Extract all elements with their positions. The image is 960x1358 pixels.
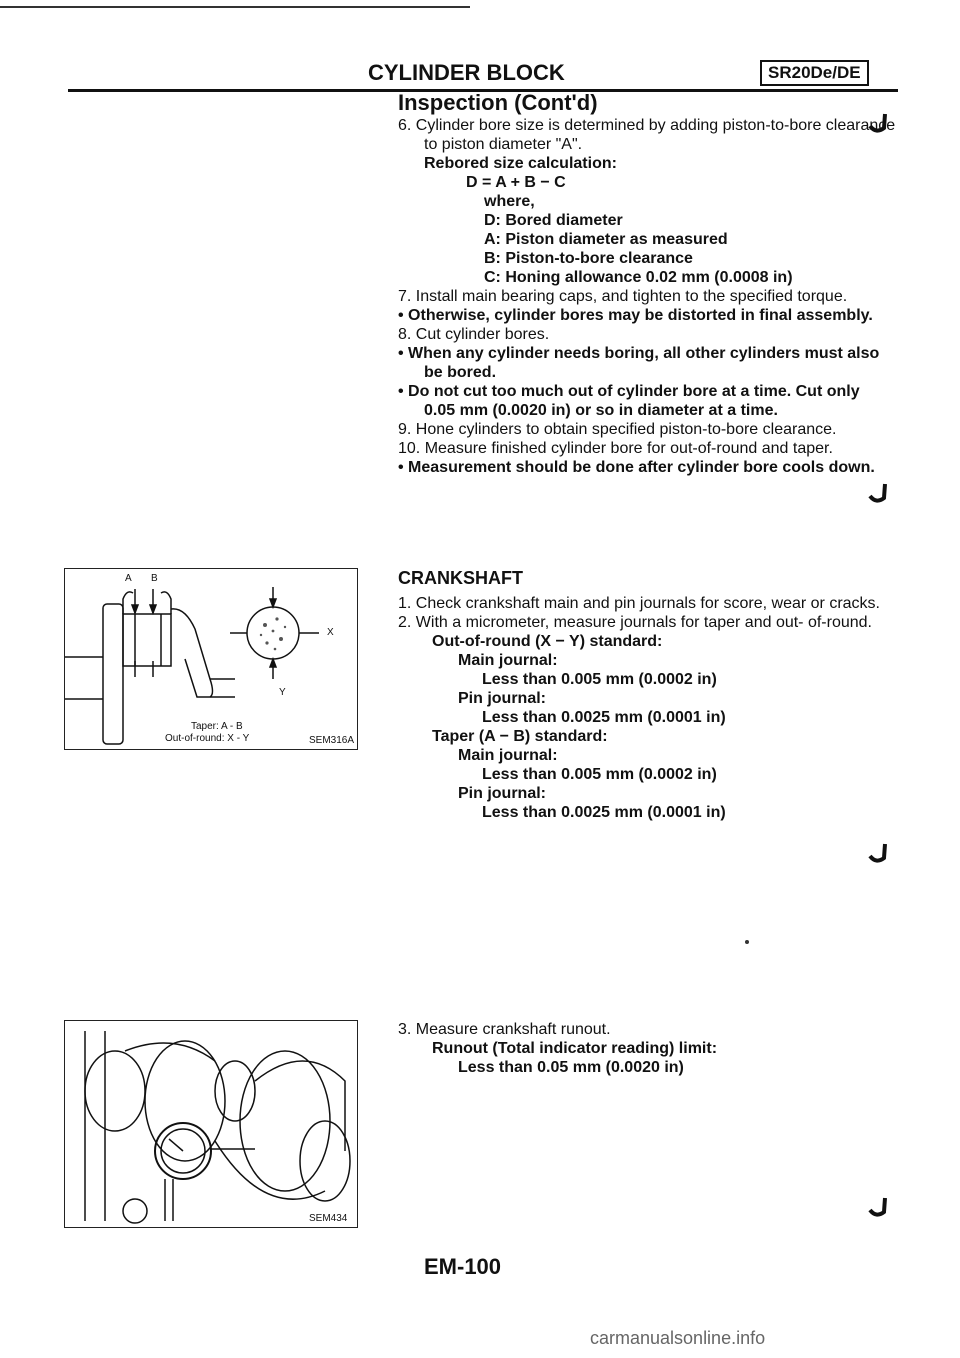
crank-step-3: 3. Measure crankshaft runout. (398, 1021, 611, 1038)
crank-step-2: 2. With a micrometer, measure journals for taper and out- of-round. (398, 614, 872, 631)
step-6: 6. Cylinder bore size is determined by adding piston-to-bore clearance to piston diameter "A". (398, 117, 896, 153)
taper-main-label: Main journal: (458, 747, 558, 764)
figure-journal-measurement (64, 568, 358, 750)
check-mark-icon (868, 482, 890, 504)
formula-c: C: Honing allowance 0.02 mm (0.0008 in) (484, 269, 793, 286)
check-mark-icon (868, 112, 890, 134)
figure-code: SEM316A (309, 735, 355, 746)
formula-b: B: Piston-to-bore clearance (484, 250, 693, 267)
oor-pin-label: Pin journal: (458, 690, 546, 707)
runout-step (398, 1020, 888, 1077)
caption-out-of-round: Out-of-round: X - Y (165, 733, 250, 744)
model-badge: SR20De/DE (760, 60, 869, 86)
crankshaft-steps (398, 594, 888, 822)
crank-step-1: 1. Check crankshaft main and pin journals for score, wear or cracks. (398, 595, 880, 612)
step-7: 7. Install main bearing caps, and tighten to the specified torque. (398, 288, 848, 305)
inspection-steps (398, 116, 896, 477)
taper-pin-value: Less than 0.0025 mm (0.0001 in) (482, 804, 726, 821)
check-mark-icon (868, 842, 890, 864)
watermark: carmanualsonline.info (590, 1328, 766, 1348)
oor-main-value: Less than 0.005 mm (0.0002 in) (482, 671, 717, 688)
label-b: B (151, 573, 158, 584)
formula-a: A: Piston diameter as measured (484, 231, 728, 248)
scan-edge-line (0, 6, 470, 8)
formula-d: D: Bored diameter (484, 212, 623, 229)
taper-pin-label: Pin journal: (458, 785, 546, 802)
rebored-size-heading: Rebored size calculation: (424, 155, 617, 172)
section-title: Inspection (Cont'd) (398, 90, 598, 115)
step-7-note: • Otherwise, cylinder bores may be distorted in final assembly. (398, 307, 873, 324)
step-8: 8. Cut cylinder bores. (398, 326, 550, 343)
step-8-note-2: • Do not cut too much out of cylinder bore at a time. Cut only 0.05 mm (0.0020 in) or so in diameter at a time. (398, 383, 860, 419)
formula: D = A + B − C (466, 174, 566, 191)
formula-where: where, (484, 193, 535, 210)
step-9: 9. Hone cylinders to obtain specified piston-to-bore clearance. (398, 421, 837, 438)
oor-title: Out-of-round (X − Y) standard: (432, 633, 663, 650)
label-x: X (327, 627, 334, 638)
oor-pin-value: Less than 0.0025 mm (0.0001 in) (482, 709, 726, 726)
runout-value: Less than 0.05 mm (0.0020 in) (458, 1059, 684, 1076)
label-a: A (125, 573, 132, 584)
runout-title: Runout (Total indicator reading) limit: (432, 1040, 718, 1057)
page-header-title: CYLINDER BLOCK (368, 60, 565, 85)
label-y: Y (279, 687, 286, 698)
taper-title: Taper (A − B) standard: (432, 728, 608, 745)
figure-code: SEM434 (309, 1213, 348, 1224)
crankshaft-title: CRANKSHAFT (398, 568, 523, 588)
scan-speck (745, 940, 749, 944)
taper-main-value: Less than 0.005 mm (0.0002 in) (482, 766, 717, 783)
check-mark-icon (868, 1196, 890, 1218)
page-number: EM-100 (424, 1254, 502, 1279)
step-8-note-1: • When any cylinder needs boring, all other cylinders must also be bored. (398, 345, 880, 381)
dial-indicator-diagram (65, 1021, 357, 1227)
step-10: 10. Measure finished cylinder bore for out-of-round and taper. (398, 440, 833, 457)
caption-taper: Taper: A - B (191, 721, 243, 732)
figure-runout-measurement (64, 1020, 358, 1228)
oor-main-label: Main journal: (458, 652, 558, 669)
step-10-note: • Measurement should be done after cylinder bore cools down. (398, 459, 875, 476)
